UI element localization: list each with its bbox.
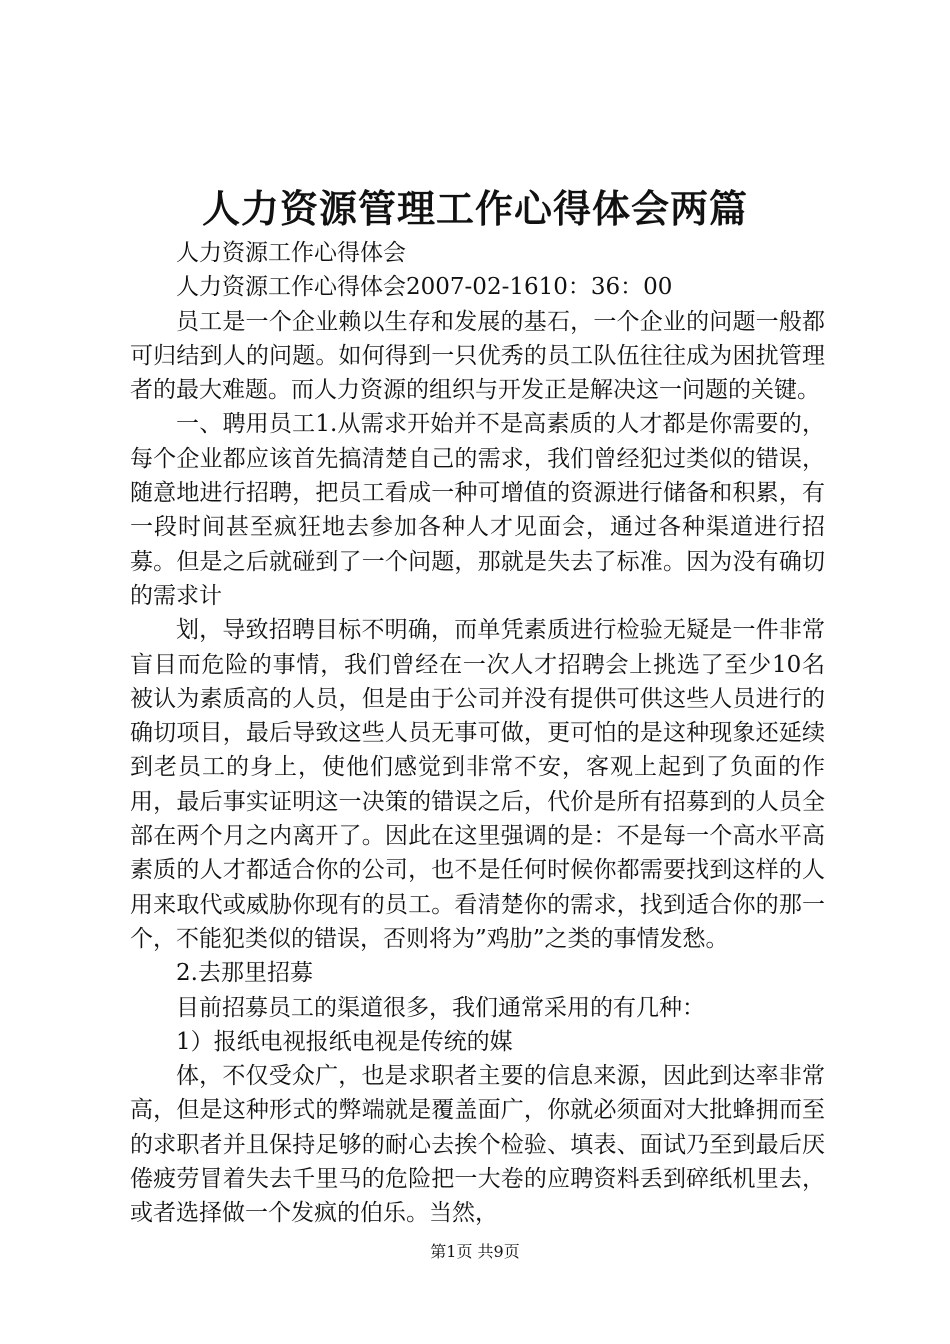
paragraph: 人力资源工作心得体会	[176, 240, 406, 266]
paragraph: 目前招募员工的渠道很多，我们通常采用的有几种：	[176, 994, 705, 1021]
paragraph: 一、聘用员工1.从需求开始并不是高素质的人才都是你需要的，每个企业都应该首先搞清楚自己的需求，我们曾经犯过类似的错误，随意地进行招聘，把员工看成一种可增值的资源进行储备和积累，有一段时间甚至疯狂地去参加各种人才见面会，通过各种渠道进行招募。但是之后就碰到了一个问题，那就是失去了标准。因为没有确切的需求计	[130, 411, 825, 609]
paragraph: 1）报纸电视报纸电视是传统的媒	[176, 1028, 513, 1055]
paragraph: 体，不仅受众广，也是求职者主要的信息来源，因此到达率非常高，但是这种形式的弊端就是覆盖面广，你就必须面对大批蜂拥而至的求职者并且保持足够的耐心去挨个检验、填表、面试乃至到最后厌倦疲劳冒着失去千里马的危险把一大卷的应聘资料丢到碎纸机里去，或者选择做一个发疯的伯乐。当然，	[130, 1063, 825, 1227]
paragraph: 划，导致招聘目标不明确，而单凭素质进行检验无疑是一件非常盲目而危险的事情，我们曾经在一次人才招聘会上挑选了至少10名被认为素质高的人员，但是由于公司并没有提供可供这些人员进行的确切项目，最后导致这些人员无事可做，更可怕的是这种现象还延续到老员工的身上，使他们感觉到非常不安，客观上起到了负面的作用，最后事实证明这一决策的错误之后，代价是所有招募到的人员全部在两个月之内离开了。因此在这里强调的是：不是每一个高水平高素质的人才都适合你的公司，也不是任何时候你都需要找到这样的人用来取代或威胁你现有的员工。看清楚你的需求，找到适合你的那一个，不能犯类似的错误，否则将为”鸡肋”之类的事情发愁。	[130, 617, 825, 952]
page-number-footer: 第1页 共9页	[430, 1242, 520, 1261]
paragraph: 员工是一个企业赖以生存和发展的基石，一个企业的问题一般都可归结到人的问题。如何得到一只优秀的员工队伍往往成为困扰管理者的最大难题。而人力资源的组织与开发正是解决这一问题的关键。	[130, 308, 825, 404]
paragraph: 人力资源工作心得体会2007-02-1610：36：00	[176, 274, 673, 301]
document-body	[130, 236, 825, 1231]
paragraph: 2.去那里招募	[176, 960, 313, 987]
document-title: 人力资源管理工作心得体会两篇	[201, 186, 748, 231]
